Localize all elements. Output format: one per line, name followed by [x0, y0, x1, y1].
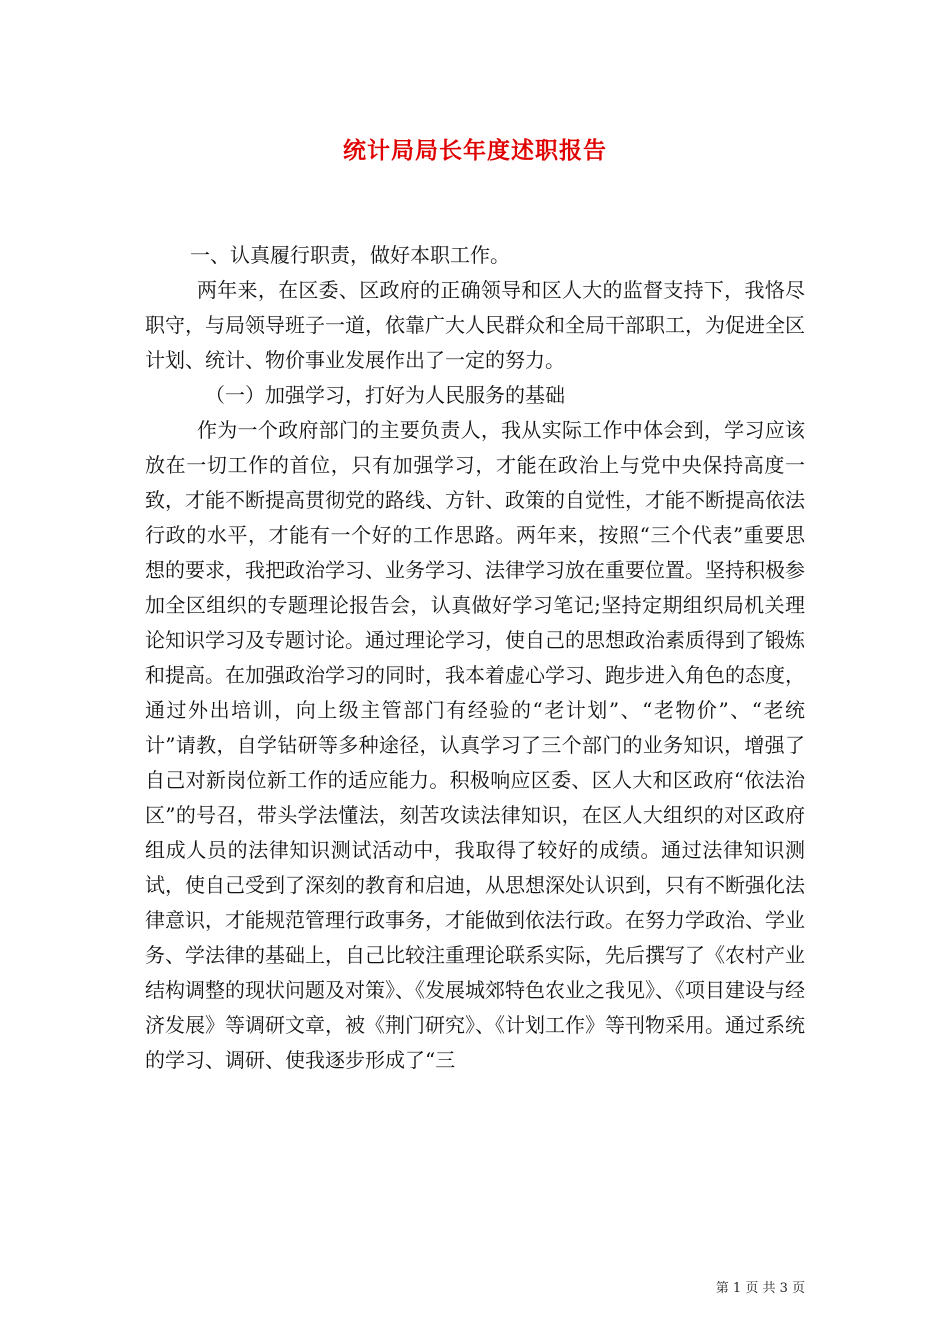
- paragraph: 作为一个政府部门的主要负责人，我从实际工作中体会到，学习应该放在一切工作的首位，只有加强学习，才能在政治上与党中央保持高度一致，才能不断提高贯彻党的路线、方针、政策的自觉性，才能不断提高依法行政的水平，才能有一个好的工作思路。两年来，按照“三个代表”重要思想的要求，我把政治学习、业务学习、法律学习放在重要位置。坚持积极参加全区组织的专题理论报告会，认真做好学习笔记;坚持定期组织局机关理论知识学习及专题讨论。通过理论学习，使自己的思想政治素质得到了锻炼和提高。在加强政治学习的同时，我本着虚心学习、跑步进入角色的态度，通过外出培训，向上级主管部门有经验的“老计划”、“老物价”、“老统计”请教，自学钻研等多种途径，认真学习了三个部门的业务知识，增强了自己对新岗位新工作的适应能力。积极响应区委、区人大和区政府“依法治区”的号召，带头学法懂法，刻苦攻读法律知识，在区人大组织的对区政府组成人员的法律知识测试活动中，我取得了较好的成绩。通过法律知识测试，使自己受到了深刻的教育和启迪，从思想深处认识到，只有不断强化法律意识，才能规范管理行政事务，才能做到依法行政。在努力学政治、学业务、学法律的基础上，自己比较注重理论联系实际，先后撰写了《农村产业结构调整的现状问题及对策》、《发展城郊特色农业之我见》、《项目建设与经济发展》等调研文章，被《荆门研究》、《计划工作》等刊物采用。通过系统的学习、调研、使我逐步形成了“三: [145, 418, 805, 1072]
- section-heading: 一、认真履行职责，做好本职工作。: [190, 243, 510, 267]
- page-number: 第 1 页 共 3 页: [715, 1281, 805, 1296]
- paragraph: 两年来，在区委、区政府的正确领导和区人大的监督支持下，我恪尽职守，与局领导班子一道，依靠广大人民群众和全局干部职工，为促进全区计划、统计、物价事业发展作出了一定的努力。: [145, 278, 805, 372]
- document-body: [145, 238, 805, 1078]
- document-title: 统计局局长年度述职报告: [343, 137, 607, 164]
- subsection-heading: （一）加强学习，打好为人民服务的基础: [205, 383, 565, 407]
